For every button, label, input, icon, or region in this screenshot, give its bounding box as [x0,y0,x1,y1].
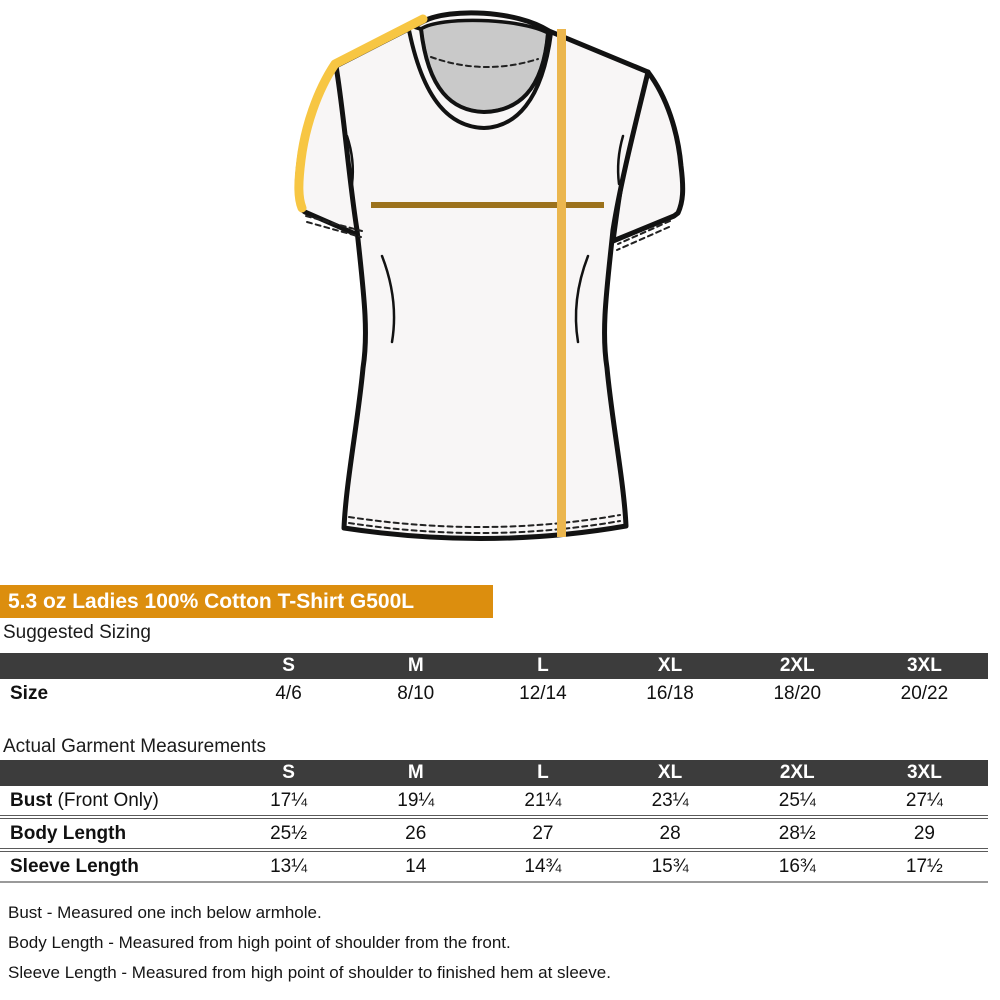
measurement-notes [8,898,611,988]
actual-measurements-heading: Actual Garment Measurements [3,736,266,757]
sleeve-length-note: Sleeve Length - Measured from high point of shoulder to finished hem at sleeve. [8,963,611,982]
bust-value: 21¼ [524,789,562,811]
header-cell-s: S [282,655,295,676]
size-value: 8/10 [397,682,435,704]
bust-note: Bust - Measured one inch below armhole. [8,903,322,922]
bust-value: 23¼ [651,789,689,811]
header-cell-3xl: 3XL [906,762,942,783]
suggested-sizing-table [0,653,988,708]
body-length-value: 25½ [270,822,308,844]
header-cell-m: M [407,762,424,783]
size-value: 12/14 [519,682,567,704]
body-length-row [0,819,988,852]
bust-value: 19¼ [397,789,435,811]
sleeve-length-label: Sleeve Length [10,855,139,877]
header-cell-l: L [537,655,549,676]
size-value: 20/22 [900,682,949,704]
body-length-value: 26 [405,822,427,844]
bust-label-main: Bust [10,789,53,811]
sleeve-length-value: 14 [405,855,427,877]
header-cell-2xl: 2XL [779,655,815,676]
size-table-header-row [0,653,988,679]
measurements-table [0,760,988,883]
size-value: 18/20 [773,682,822,704]
header-cell-xl: XL [657,762,683,783]
sleeve-length-value: 17½ [905,855,943,877]
header-cell-2xl: 2XL [779,762,815,783]
sleeve-length-value: 16¾ [778,855,816,877]
sleeve-length-value: 14¾ [524,855,562,877]
body-length-label: Body Length [10,822,127,844]
bust-value: 27¼ [905,789,943,811]
bust-row [0,786,988,819]
body-length-value: 29 [913,822,935,844]
body-length-measure-line [557,29,566,537]
measurements-header-row [0,760,988,786]
body-length-value: 27 [532,822,554,844]
size-value: 4/6 [275,682,302,704]
bust-value: 25¼ [778,789,816,811]
header-cell-xl: XL [657,655,683,676]
suggested-sizing-heading: Suggested Sizing [3,622,151,643]
body-length-note: Body Length - Measured from high point of shoulder from the front. [8,933,511,952]
size-value: 16/18 [646,682,694,704]
bust-row-label [0,790,225,812]
header-cell-l: L [537,762,549,783]
body-length-value: 28 [659,822,681,844]
sleeve-length-row [0,852,988,883]
bust-label-suffix: (Front Only) [52,789,159,811]
header-cell-3xl: 3XL [906,655,942,676]
sleeve-length-value: 15¾ [651,855,689,877]
bust-measure-line [371,202,604,208]
body-length-value: 28½ [778,822,816,844]
header-cell-m: M [407,655,424,676]
size-row-label: Size [10,682,49,704]
sleeve-length-value: 13¼ [270,855,308,877]
size-row [0,679,988,708]
product-title-bar: 5.3 oz Ladies 100% Cotton T-Shirt G500L [0,585,493,618]
bust-value: 17¼ [270,789,308,811]
header-cell-s: S [282,762,295,783]
